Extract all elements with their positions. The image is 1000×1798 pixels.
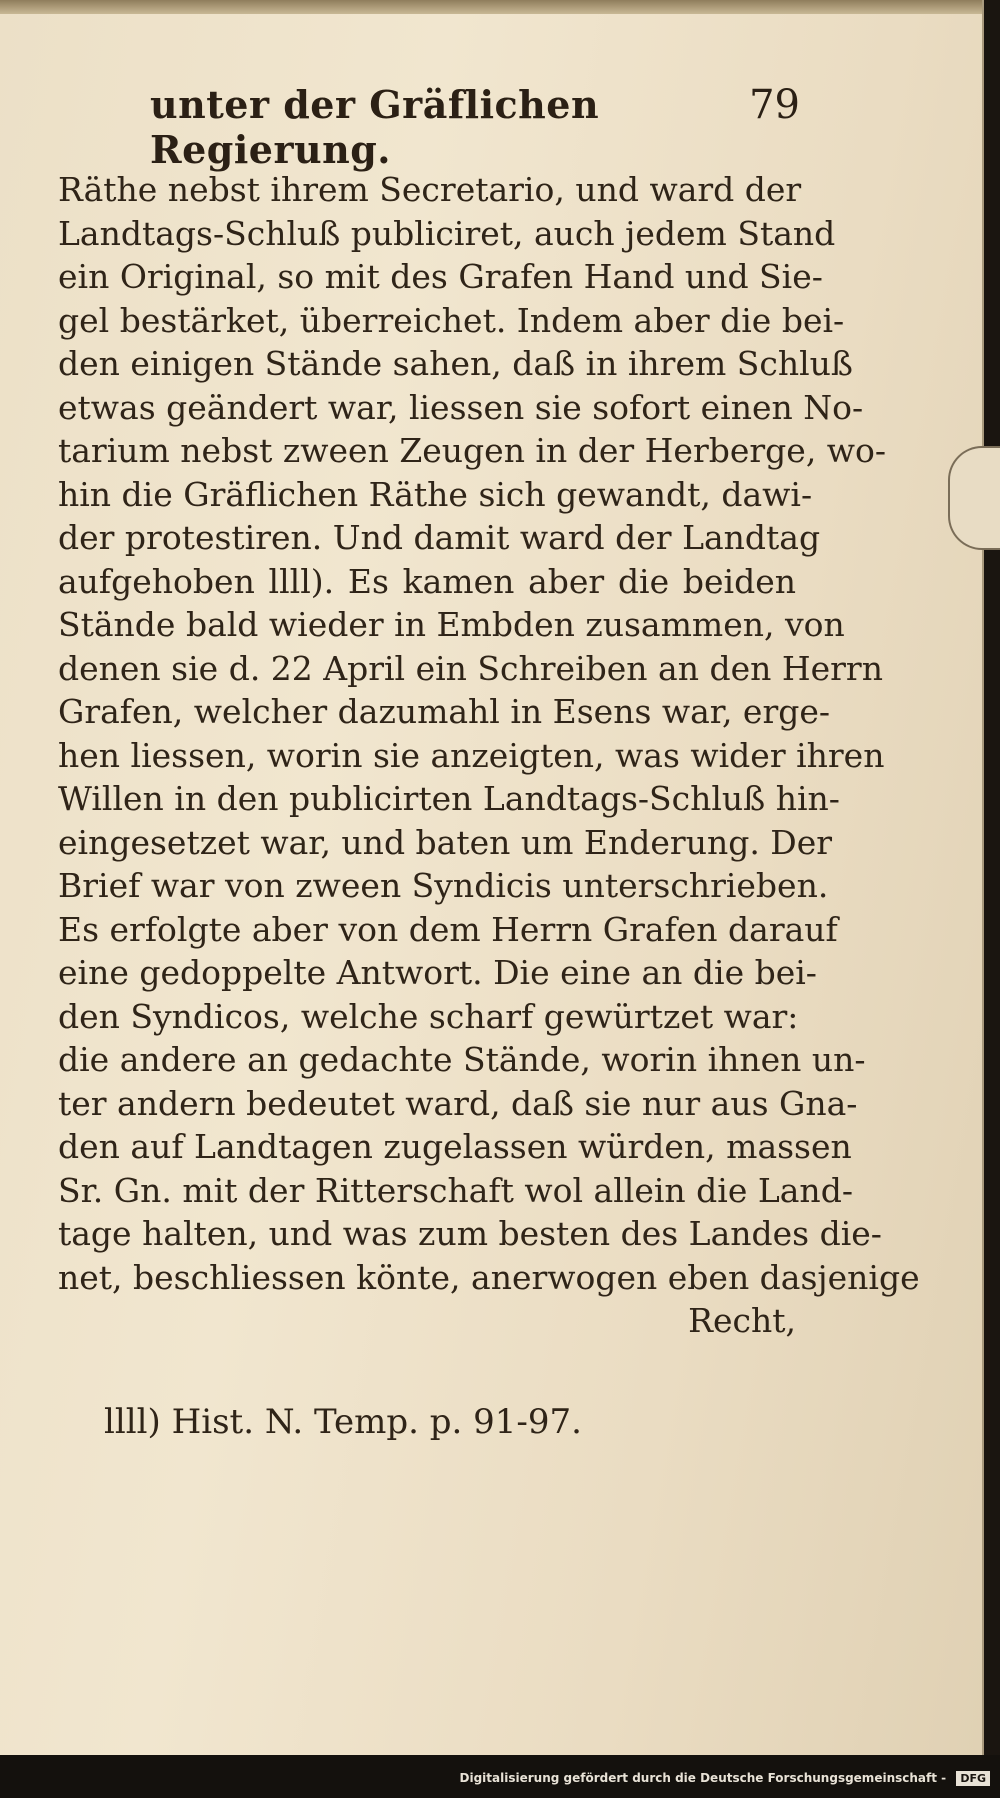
text-line: denen sie d. 22 April ein Schreiben an den Herrn xyxy=(58,648,883,688)
text-line: Landtags-Schluß publiciret, auch jedem Stand xyxy=(58,213,836,253)
text-line: der protestiren. Und damit ward der Landtag xyxy=(58,518,821,557)
page-header xyxy=(150,82,800,172)
running-head: unter der Gräflichen Regierung. xyxy=(150,82,600,172)
text-line: den Syndicos, welche scharf gewürtzet war: xyxy=(58,996,799,1036)
text-line: eingesetzet war, und baten um Enderung. Der xyxy=(58,822,833,862)
text-line: eine gedoppelte Antwort. Die eine an die bei- xyxy=(58,953,817,992)
text-line: ter andern bedeutet ward, daß sie nur aus Gna- xyxy=(58,1083,858,1123)
text-line: gel bestärket, überreichet. Indem aber die bei- xyxy=(58,300,845,340)
text-line: etwas geändert war, liessen sie sofort einen No- xyxy=(58,387,864,427)
digitization-credit xyxy=(460,1771,990,1786)
text-line: Sr. Gn. mit der Ritterschaft wol allein die Land- xyxy=(58,1170,853,1210)
page-top-edge xyxy=(0,0,982,14)
text-line: net, beschliessen könte, anerwogen eben dasjenige xyxy=(58,1257,920,1297)
text-line: Stände bald wieder in Embden zusammen, von xyxy=(58,605,845,644)
page-tab-marker xyxy=(948,446,1000,550)
text-line: tarium nebst zween Zeugen in der Herberge, wo- xyxy=(58,431,887,470)
credit-text: Digitalisierung gefördert durch die Deutsche Forschungsgemeinschaft - xyxy=(459,1771,947,1785)
text-line: Brief war von zween Syndicis unterschrieben. xyxy=(58,866,829,905)
text-line: hen liessen, worin sie anzeigten, was wider ihren xyxy=(58,735,885,775)
text-line: Räthe nebst ihrem Secretario, und ward der xyxy=(58,170,802,209)
text-line: aufgehoben llll). Es kamen aber die beiden xyxy=(58,561,796,601)
text-line: Willen in den publicirten Landtags-Schluß hin- xyxy=(58,779,840,818)
dfg-logo: DFG xyxy=(956,1771,990,1786)
catchword: Recht, xyxy=(688,1301,796,1340)
text-line: den auf Landtagen zugelassen würden, massen xyxy=(58,1127,852,1166)
text-line: hin die Gräflichen Räthe sich gewandt, dawi- xyxy=(58,474,813,514)
text-line: Grafen, welcher dazumahl in Esens war, erge- xyxy=(58,692,831,731)
text-line: ein Original, so mit des Grafen Hand und Sie- xyxy=(58,257,823,296)
page-number: 79 xyxy=(749,82,800,128)
text-line: den einigen Stände sahen, daß in ihrem Schluß xyxy=(58,344,853,383)
text-line: die andere an gedachte Stände, worin ihnen un- xyxy=(58,1040,866,1079)
text-line: tage halten, und was zum besten des Landes die- xyxy=(58,1214,882,1253)
footnote: llll) Hist. N. Temp. p. 91-97. xyxy=(104,1402,582,1442)
text-line: Es erfolgte aber von dem Herrn Grafen darauf xyxy=(58,909,838,949)
body-text xyxy=(58,168,920,1343)
